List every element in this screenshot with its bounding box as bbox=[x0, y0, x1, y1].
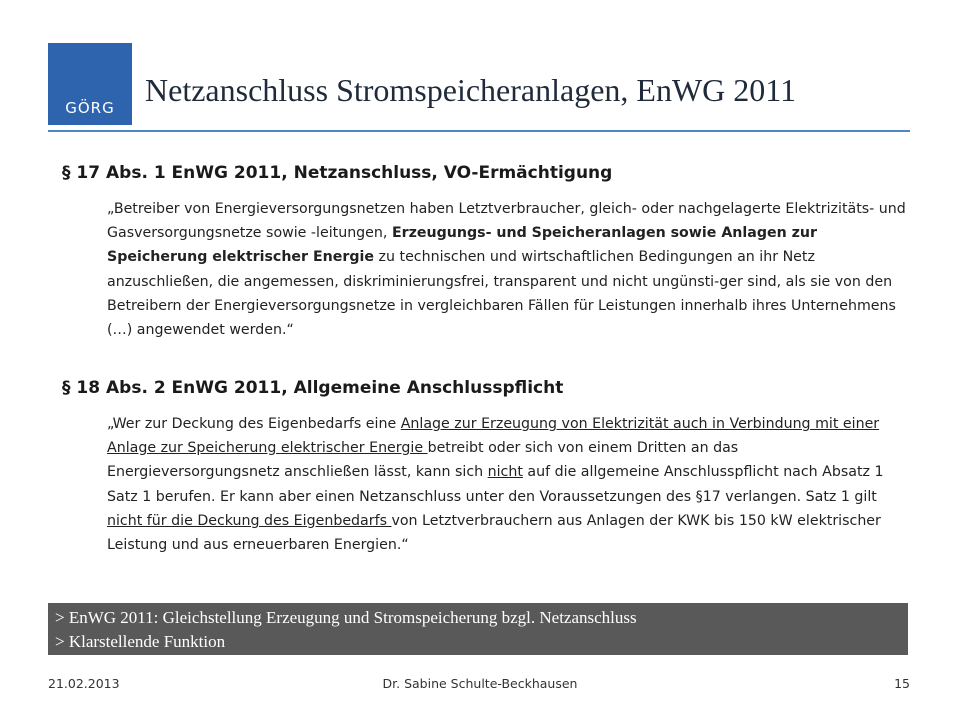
quote-text: betreibt oder sich von einem Dritten an das Energieversorgungsnetz anschließen lässt, kann sich bbox=[107, 440, 739, 481]
quote-text: auf die allgemeine Anschlusspflicht nach Absatz 1 Satz 1 berufen. Er kann aber einen Netzanschluss unter den Voraussetzungen des §17 verlangen. Satz 1 gilt bbox=[107, 464, 884, 505]
quote-underlined-text: nicht bbox=[487, 464, 523, 481]
quote-text: von Letztverbrauchern aus Anlagen der KWK bis 150 kW elektrischer Leistung und aus erneuerbaren Energien.“ bbox=[107, 512, 881, 554]
quote-text: „Betreiber von Energieversorgungsnetzen haben Letztverbraucher, gleich- oder nachgelagerte Elektrizitäts- und Gasversorgungsnetze sowie -leitungen, bbox=[107, 201, 906, 242]
slide-title: Netzanschluss Stromspeicheranlagen, EnWG 2011 bbox=[145, 72, 797, 108]
section-18-quote bbox=[107, 412, 912, 557]
quote-text: „Wer zur Deckung des Eigenbedarfs eine bbox=[107, 416, 401, 432]
goerg-logo bbox=[48, 43, 132, 125]
quote-underlined-text: nicht für die Deckung des Eigenbedarfs bbox=[107, 512, 392, 529]
quote-text: zu technischen und wirtschaftlichen Bedingungen an ihr Netz anzuschließen, die angemessen, diskriminierungsfrei, transparent und nicht ungünsti-ger sind, als sie von den Betreibern der Energieversorgungsnetze in vergleichbaren Fällen für Leistungen innerhalb ihres Unternehmens (…) angewendet werden.“ bbox=[107, 249, 896, 339]
summary-line-1: > EnWG 2011: Gleichstellung Erzeugung und Stromspeicherung bzgl. Netzanschluss bbox=[55, 608, 637, 627]
summary-box bbox=[48, 603, 908, 655]
footer-date: 21.02.2013 bbox=[48, 676, 120, 691]
section-18-heading: § 18 Abs. 2 EnWG 2011, Allgemeine Anschlusspflicht bbox=[62, 378, 564, 398]
title-divider bbox=[48, 130, 910, 132]
summary-line-2: > Klarstellende Funktion bbox=[55, 632, 226, 651]
footer-page-number: 15 bbox=[894, 676, 910, 691]
section-17-quote bbox=[107, 197, 912, 342]
quote-bold-text: Erzeugungs- und Speicheranlagen sowie Anlagen zur Speicherung elektrischer Energie bbox=[107, 225, 818, 266]
section-17 bbox=[62, 163, 912, 342]
quote-underlined-text: Anlage zur Erzeugung von Elektrizität auch in Verbindung mit einer Anlage zur Speicherung elektrischer Energie bbox=[107, 416, 880, 457]
section-17-heading: § 17 Abs. 1 EnWG 2011, Netzanschluss, VO-Ermächtigung bbox=[62, 163, 613, 183]
footer-author: Dr. Sabine Schulte-Beckhausen bbox=[382, 676, 578, 691]
logo-text: GÖRG bbox=[65, 99, 115, 117]
section-18 bbox=[62, 378, 912, 557]
